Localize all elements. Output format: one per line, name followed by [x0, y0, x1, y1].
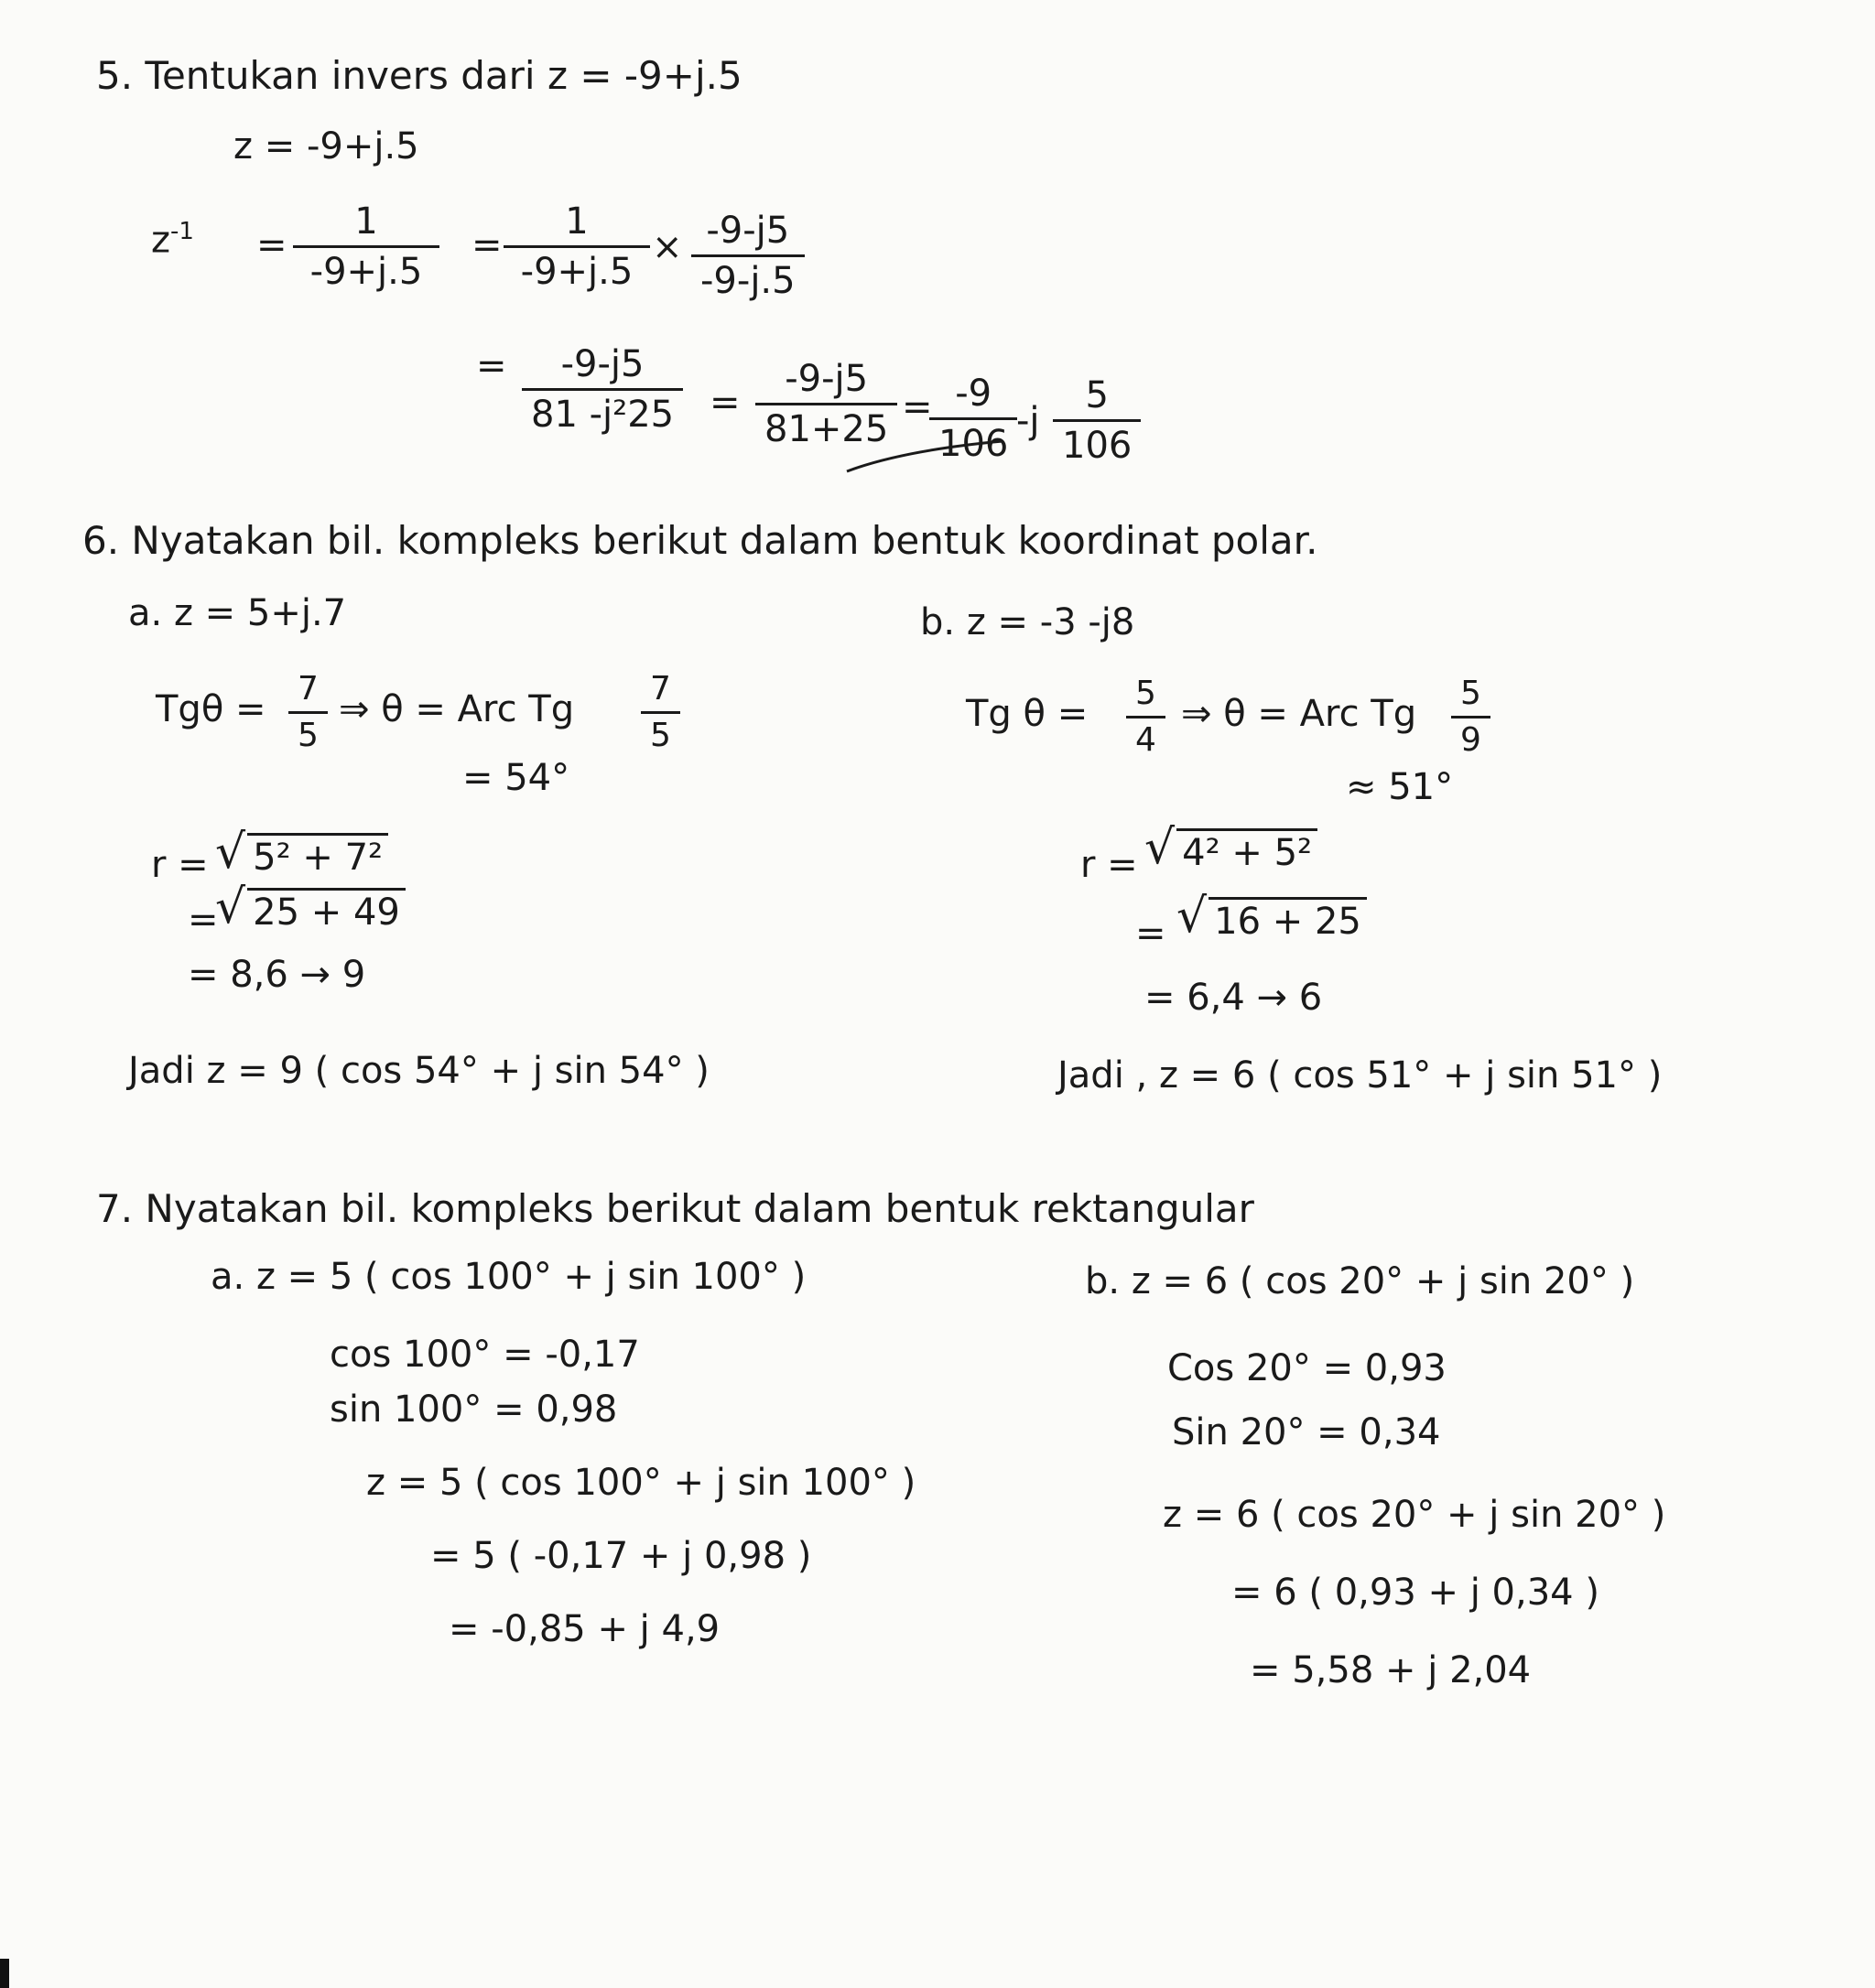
fraction-2 — [504, 200, 650, 293]
problem-7a-z-line: a. z = 5 ( cos 100° + j sin 100° ) — [211, 1256, 807, 1298]
problem-6a-radical-2 — [215, 880, 406, 935]
problem-6a-r-label: r = — [151, 844, 209, 886]
equals-sign: = — [476, 345, 507, 387]
problem-6b-r-label: r = — [1080, 844, 1138, 886]
radical-icon: √ — [215, 880, 246, 935]
problem-6a-arc-fraction — [641, 670, 680, 754]
equals-sign: = — [471, 224, 503, 266]
problem-6b-tg-label: Tg θ = — [966, 693, 1089, 735]
fraction-4-numerator: -9-j5 — [560, 343, 645, 385]
radicand: 5² + 7² — [247, 833, 388, 876]
problem-6b-radical-2 — [1176, 889, 1367, 944]
zinv-base: z — [151, 219, 170, 262]
problem-7b-cos: Cos 20° = 0,93 — [1167, 1347, 1447, 1389]
fraction-2-denominator: -9+j.5 — [504, 245, 650, 290]
problem-6b-radical-1 — [1144, 820, 1317, 875]
equals-sign: = — [188, 899, 219, 941]
fraction-3 — [691, 210, 805, 302]
fraction-1-numerator: 1 — [354, 200, 378, 243]
problem-6a-r-approx: = 8,6 → 9 — [188, 954, 366, 996]
fraction-5-denominator: 81+25 — [755, 403, 897, 448]
fraction-6-numerator: -9 — [955, 373, 992, 415]
answer-underline-stroke — [842, 430, 1007, 476]
tg-numerator: 7 — [298, 670, 319, 708]
fraction-4 — [522, 343, 683, 436]
fraction-7-denominator: 106 — [1053, 419, 1141, 464]
times-sign: × — [652, 226, 683, 268]
fraction-2-numerator: 1 — [565, 200, 589, 243]
problem-6a-arc: ⇒ θ = Arc Tg — [339, 688, 575, 730]
minus-j: -j — [1016, 400, 1040, 442]
arc-denominator: 9 — [1451, 716, 1490, 757]
tg-denominator: 4 — [1126, 716, 1165, 757]
tg-numerator: 5 — [1135, 675, 1156, 712]
problem-7a-step-2: = 5 ( -0,17 + j 0,98 ) — [430, 1535, 812, 1577]
zinv-exponent: -1 — [170, 218, 194, 245]
fraction-3-denominator: -9-j.5 — [691, 254, 805, 299]
problem-7b-step-2: = 6 ( 0,93 + j 0,34 ) — [1231, 1572, 1599, 1614]
problem-6b-arc-fraction — [1451, 677, 1490, 757]
problem-6b-tg-fraction — [1126, 677, 1165, 757]
problem-6a-result: Jadi z = 9 ( cos 54° + j sin 54° ) — [128, 1050, 710, 1092]
problem-6a-tg-fraction — [288, 670, 328, 754]
problem-7a-cos: cos 100° = -0,17 — [330, 1334, 640, 1376]
problem-6b-arc: ⇒ θ = Arc Tg — [1181, 693, 1417, 735]
problem-7a-step-3: = -0,85 + j 4,9 — [449, 1608, 721, 1650]
equals-sign: = — [1135, 913, 1166, 955]
problem-7b-sin: Sin 20° = 0,34 — [1172, 1411, 1441, 1453]
arc-numerator: 5 — [1460, 675, 1481, 712]
problem-7b-z-line: b. z = 6 ( cos 20° + j sin 20° ) — [1085, 1260, 1635, 1302]
fraction-1 — [293, 200, 439, 293]
fraction-4-denominator: 81 -j²25 — [522, 388, 683, 433]
radical-icon: √ — [215, 825, 246, 880]
radicand: 16 + 25 — [1208, 897, 1367, 940]
problem-7-title: 7. Nyatakan bil. kompleks berikut dalam bentuk rektangular — [96, 1186, 1254, 1231]
problem-6b-result: Jadi , z = 6 ( cos 51° + j sin 51° ) — [1057, 1054, 1663, 1097]
fraction-7-numerator: 5 — [1085, 374, 1109, 416]
fraction-5-numerator: -9-j5 — [785, 358, 869, 400]
radicand: 25 + 49 — [247, 888, 406, 931]
problem-6b-theta: ≈ 51° — [1346, 766, 1454, 808]
problem-6a-tg-label: Tgθ = — [156, 688, 266, 730]
problem-5-z-line: z = -9+j.5 — [233, 125, 419, 167]
radical-icon: √ — [1176, 889, 1208, 944]
problem-7b-step-3: = 5,58 + j 2,04 — [1250, 1649, 1532, 1691]
problem-7a-step-1: z = 5 ( cos 100° + j sin 100° ) — [366, 1462, 916, 1504]
problem-7b-step-1: z = 6 ( cos 20° + j sin 20° ) — [1163, 1494, 1666, 1536]
fraction-6-denominator: 106 — [929, 417, 1017, 462]
problem-7a-sin: sin 100° = 0,98 — [330, 1388, 618, 1431]
problem-5-title: 5. Tentukan invers dari z = -9+j.5 — [96, 53, 742, 98]
scan-edge-mark — [0, 1959, 9, 1988]
radical-icon: √ — [1144, 820, 1176, 875]
equals-sign: = — [902, 386, 933, 428]
problem-6a-radical-1 — [215, 825, 388, 880]
fraction-1-denominator: -9+j.5 — [293, 245, 439, 290]
problem-6a-theta: = 54° — [462, 757, 570, 799]
tg-denominator: 5 — [288, 711, 328, 752]
fraction-7 — [1053, 374, 1141, 467]
problem-6b-z-line: b. z = -3 -j8 — [920, 601, 1135, 643]
radicand: 4² + 5² — [1176, 828, 1317, 871]
arc-numerator: 7 — [650, 670, 671, 708]
arc-denominator: 5 — [641, 711, 680, 752]
problem-6a-z-line: a. z = 5+j.7 — [128, 592, 347, 634]
equals-sign: = — [256, 224, 287, 266]
problem-6b-r-approx: = 6,4 → 6 — [1144, 977, 1323, 1019]
problem-6-title: 6. Nyatakan bil. kompleks berikut dalam bentuk koordinat polar. — [82, 518, 1318, 563]
equals-sign: = — [710, 382, 741, 424]
problem-5-zinv-label — [151, 218, 194, 262]
fraction-3-numerator: -9-j5 — [706, 210, 790, 252]
